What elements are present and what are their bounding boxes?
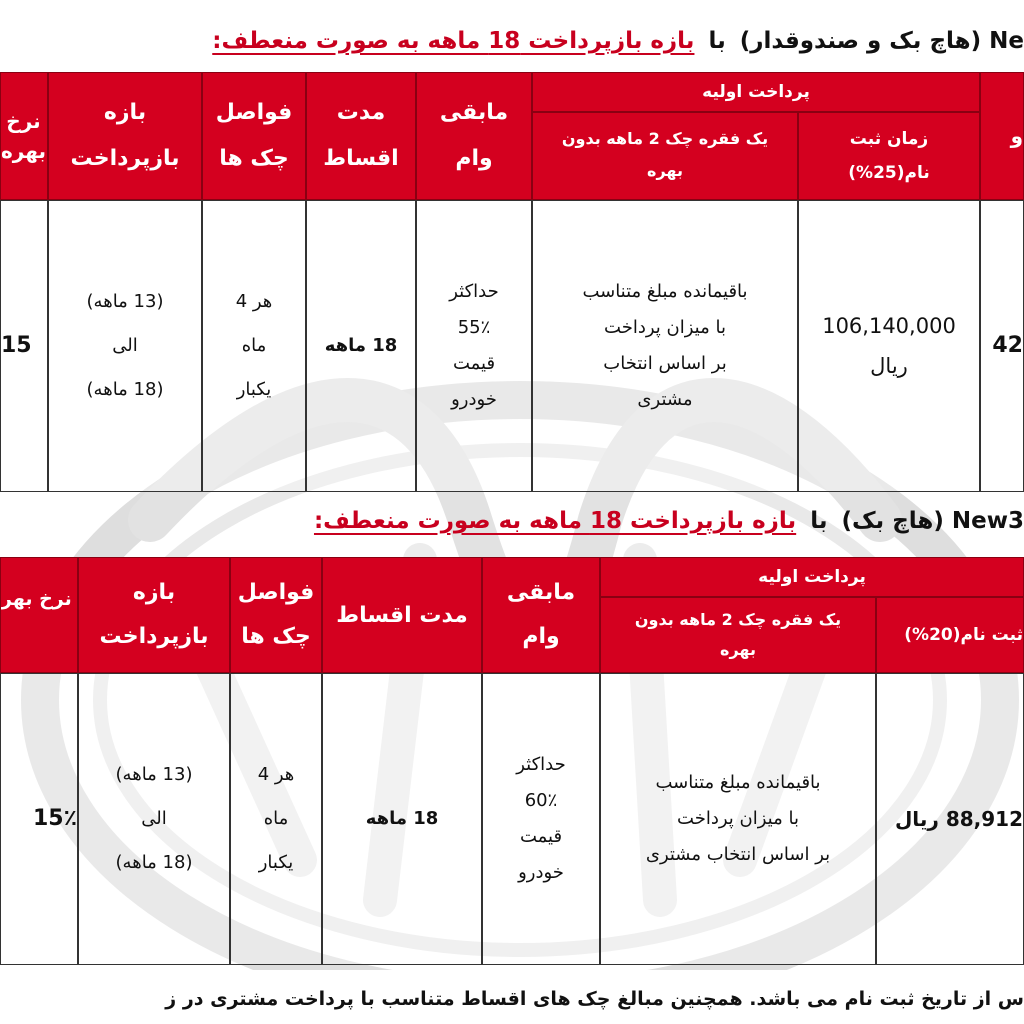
section2-heading [314,506,1024,536]
s1-check-interval-value: هر 4 ماه یکبار [202,200,306,492]
s2-header-rate: نرخ بهر [0,557,78,673]
footer-text: س از تاریخ ثبت نام می باشد. همچنین مبالغ چک های اقساط متناسب با پرداخت مشتری در ز [165,988,1024,1010]
s1-header-check-interval: فواصل چک ها [202,72,306,200]
s1-registration-value: 106,140,000 ریال [798,200,980,492]
s1-period-value: (13 ماهه) الی (18 ماهه) [48,200,202,492]
s2-header-registration: ثبت نام(20%) [876,597,1024,673]
s1-one-check-value: باقیمانده مبلغ متناسب با میزان پرداخت بر اساس انتخاب مشتری [532,200,798,492]
s1-header-price: و [980,72,1024,200]
s2-rate-value: 15٪ [0,673,78,965]
s1-installment-duration-value: 18 ماهه [306,200,416,492]
s2-header-check-interval: فواصل چک ها [230,557,322,673]
s1-rate-value: 15 [0,200,48,492]
s2-header-one-check: یک فقره چک 2 ماهه بدون بهره [600,597,876,673]
s2-header-installment-duration: مدت اقساط [322,557,482,673]
section1-model-name: Ne [989,28,1024,54]
section1-variant: (هاچ بک و صندوقدار) [739,28,982,54]
s1-header-loan-remainder: مابقی وام [416,72,532,200]
s2-one-check-value: باقیمانده مبلغ متناسب با میزان پرداخت بر اساس انتخاب مشتری [600,673,876,965]
s1-price-value: 42 [980,200,1024,492]
section2-variant: (هاچ بک) [841,508,944,534]
s2-header-period: بازه بازپرداخت [78,557,230,673]
section2-highlight: بازه بازپرداخت 18 ماهه به صورت منعطف: [313,508,797,534]
s1-loan-remainder-value: حداکثر 55٪ قیمت خودرو [416,200,532,492]
s1-header-period: بازه بازپرداخت [48,72,202,200]
s1-header-rate: نرخ بهره [0,72,48,200]
s2-installment-duration-value: 18 ماهه [322,673,482,965]
section2-model-name: New3 [951,508,1024,534]
s2-check-interval-value: هر 4 ماه یکبار [230,673,322,965]
section1-highlight: بازه بازپرداخت 18 ماهه به صورت منعطف: [212,28,695,54]
section2-connector: با [810,508,828,534]
s2-loan-remainder-value: حداکثر 60٪ قیمت خودرو [482,673,600,965]
s2-header-loan-remainder: مابقی وام [482,557,600,673]
section1-connector: با [708,28,726,54]
footer-note [0,970,1024,1024]
s1-header-registration: زمان ثبت نام(25%) [798,112,980,200]
s1-header-one-check: یک فقره چک 2 ماهه بدون بهره [532,112,798,200]
s2-registration-value: 88,912 ریال [876,673,1024,965]
s2-header-initial-payment: پرداخت اولیه [600,557,1024,597]
s2-period-value: (13 ماهه) الی (18 ماهه) [78,673,230,965]
s1-header-initial-payment: پرداخت اولیه [532,72,980,112]
s1-header-installment-duration: مدت اقساط [306,72,416,200]
section1-heading [212,26,1024,56]
